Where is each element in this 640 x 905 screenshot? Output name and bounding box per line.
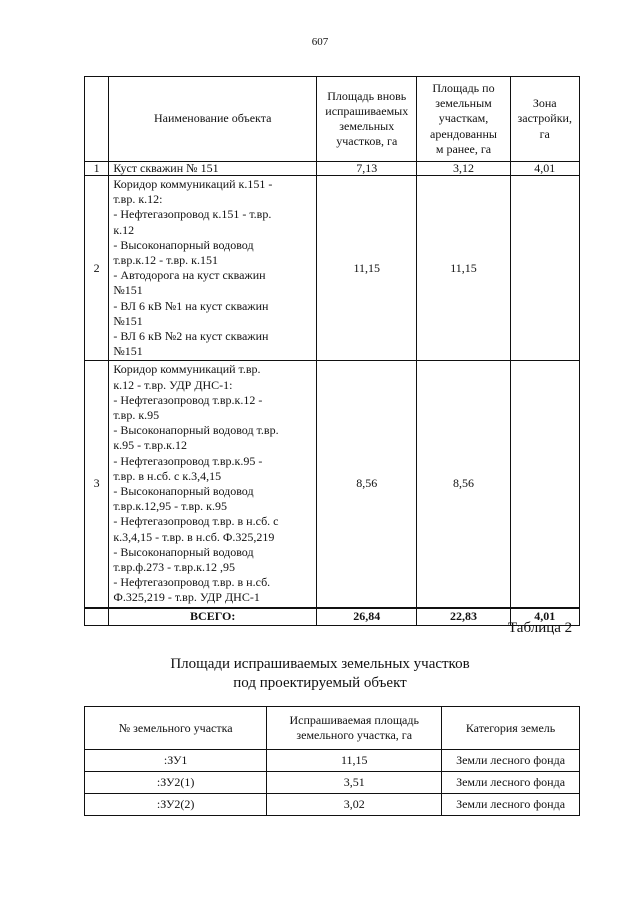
row-area: 3,51	[267, 772, 442, 794]
plots-area-table	[84, 706, 580, 816]
table-row	[85, 361, 580, 608]
row-zone: 4,01	[510, 162, 580, 176]
total-zone: 4,01	[510, 608, 580, 626]
table-row	[85, 772, 580, 794]
name-line: к.12	[113, 222, 135, 237]
header-line: застройки,	[517, 111, 572, 126]
row-rented-area: 11,15	[417, 176, 510, 361]
header-line: земельного участка, га	[296, 728, 413, 742]
name-line: т.вр. в н.сб. с к.3,4,15	[113, 468, 222, 483]
title-line: Площади испрашиваемых земельных участков	[170, 656, 470, 672]
table-row	[85, 794, 580, 816]
page-number: 607	[311, 36, 329, 48]
row-new-area: 8,56	[317, 361, 417, 608]
header-line: арендованны	[430, 126, 497, 141]
table-header-row	[85, 77, 580, 162]
row-plot: :ЗУ1	[85, 750, 267, 772]
header-line: участкам,	[438, 111, 489, 126]
header-land-category: Категория земель	[442, 707, 580, 750]
table-header-row	[85, 707, 580, 750]
header-line: земельным	[435, 96, 492, 111]
name-line: №151	[113, 313, 143, 328]
name-line: №151	[113, 283, 143, 298]
row-plot: :ЗУ2(1)	[85, 772, 267, 794]
name-line: т.вр.к.12 - т.вр. к.151	[113, 253, 219, 268]
header-line: земельных	[339, 119, 395, 133]
row-category: Земли лесного фонда	[442, 794, 580, 816]
name-line: - Нефтегазопровод т.вр.к.12 -	[113, 392, 263, 407]
table-row	[85, 750, 580, 772]
row-number: 2	[85, 176, 109, 361]
row-category: Земли лесного фонда	[442, 772, 580, 794]
name-line: - Высоконапорный водовод	[113, 544, 254, 559]
name-line: к.95 - т.вр.к.12	[113, 438, 188, 453]
row-zone	[510, 176, 580, 361]
header-line: испрашиваемых	[325, 103, 409, 118]
name-line: - Высоконапорный водовод	[113, 237, 254, 252]
name-line: Коридор коммуникаций т.вр.	[113, 362, 261, 377]
header-new-area	[317, 77, 417, 162]
name-line: - ВЛ 6 кВ №1 на куст скважин	[113, 298, 269, 313]
header-zone	[510, 77, 580, 162]
name-line: Коридор коммуникаций к.151 -	[113, 177, 273, 191]
total-new-area: 26,84	[317, 608, 417, 626]
header-line: Зона	[532, 96, 557, 111]
header-rented-area	[417, 77, 510, 162]
table-2-label: Таблица 2	[508, 620, 573, 636]
name-line: - Нефтегазопровод т.вр. в н.сб. с	[113, 514, 279, 529]
total-number-cell	[85, 608, 109, 626]
name-line: №151	[113, 344, 143, 359]
table-row	[85, 176, 580, 361]
name-line: - Нефтегазопровод к.151 - т.вр.	[113, 207, 272, 222]
table-2-title	[0, 655, 640, 693]
name-line: т.вр. к.95	[113, 408, 160, 423]
table-row	[85, 162, 580, 176]
name-line: - Автодорога на куст скважин	[113, 268, 266, 283]
header-line: Площадь вновь	[327, 88, 407, 103]
name-line: - Нефтегазопровод т.вр. в н.сб.	[113, 575, 271, 590]
row-object-name	[109, 361, 317, 608]
header-requested-area	[267, 707, 442, 750]
header-line: Испрашиваемая площадь	[289, 713, 419, 727]
objects-area-table	[84, 76, 580, 626]
row-number: 3	[85, 361, 109, 608]
total-row	[85, 608, 580, 626]
row-object-name: Куст скважин № 151	[109, 162, 317, 176]
row-category: Земли лесного фонда	[442, 750, 580, 772]
header-line: Площадь по	[432, 80, 495, 95]
row-plot: :ЗУ2(2)	[85, 794, 267, 816]
row-area: 11,15	[267, 750, 442, 772]
header-line: га	[539, 126, 550, 141]
row-new-area: 11,15	[317, 176, 417, 361]
header-line: м ранее, га	[435, 141, 492, 156]
header-plot-number: № земельного участка	[85, 707, 267, 750]
header-object-name: Наименование объекта	[109, 77, 317, 162]
name-line: - Высоконапорный водовод т.вр.	[113, 423, 279, 438]
name-line: - Высоконапорный водовод	[113, 484, 254, 499]
row-new-area: 7,13	[317, 162, 417, 176]
name-line: Ф.325,219 - т.вр. УДР ДНС-1	[113, 590, 260, 605]
total-label: ВСЕГО:	[109, 608, 317, 626]
name-line: т.вр.ф.273 - т.вр.к.12 ,95	[113, 560, 235, 575]
name-line: - Нефтегазопровод т.вр.к.95 -	[113, 453, 263, 468]
row-object-name	[109, 176, 317, 361]
title-line: под проектируемый объект	[233, 675, 407, 691]
row-area: 3,02	[267, 794, 442, 816]
row-number: 1	[85, 162, 109, 176]
header-number	[85, 77, 109, 162]
name-line: т.вр. к.12:	[113, 192, 163, 207]
row-rented-area: 8,56	[417, 361, 510, 608]
total-rented-area: 22,83	[417, 608, 510, 626]
header-line: участков, га	[336, 134, 398, 149]
name-line: к.3,4,15 - т.вр. в н.сб. Ф.325,219	[113, 529, 275, 544]
row-rented-area: 3,12	[417, 162, 510, 176]
name-line: к.12 - т.вр. УДР ДНС-1:	[113, 377, 233, 392]
name-line: т.вр.к.12,95 - т.вр. к.95	[113, 499, 228, 514]
name-line: - ВЛ 6 кВ №2 на куст скважин	[113, 329, 269, 344]
row-zone	[510, 361, 580, 608]
